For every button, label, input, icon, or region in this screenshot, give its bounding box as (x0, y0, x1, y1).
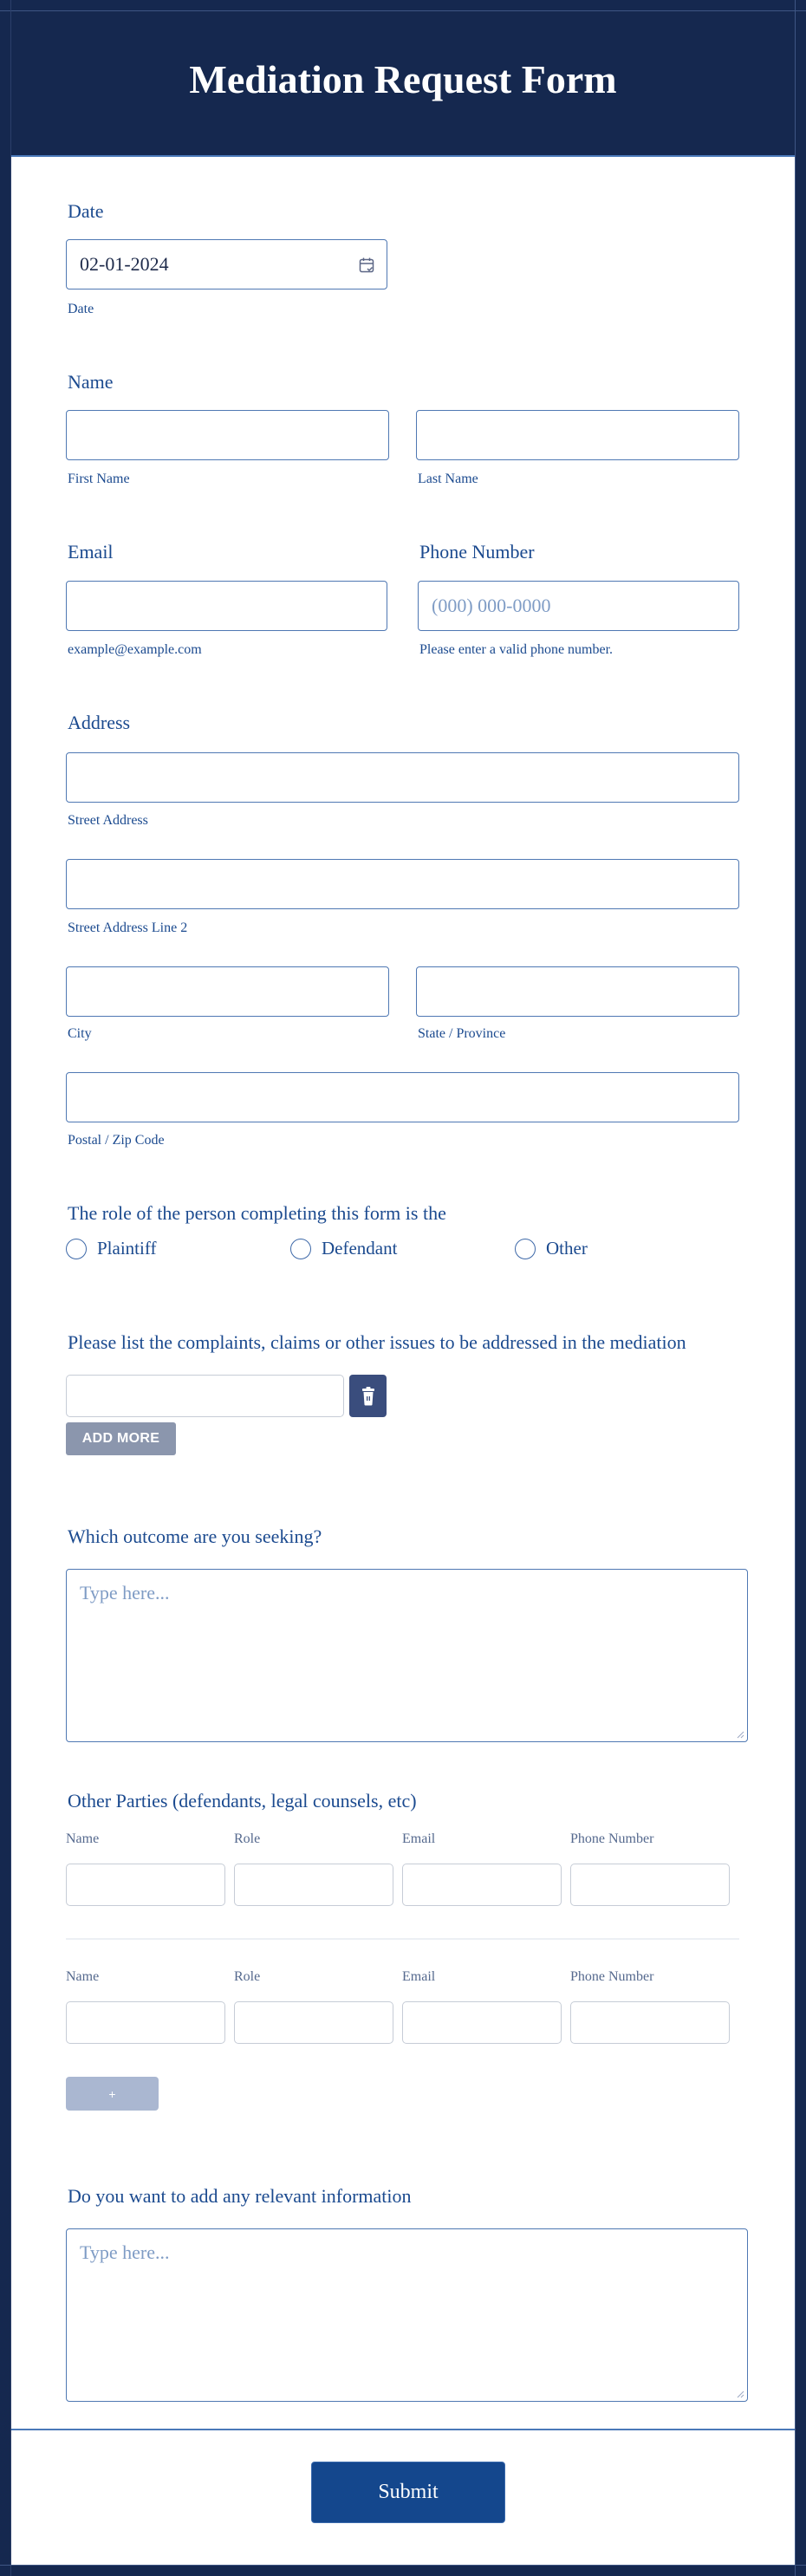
resize-grip-icon[interactable] (736, 2390, 744, 2398)
phone-placeholder: (000) 000-0000 (432, 595, 551, 616)
add-party-row-button[interactable]: + (66, 2077, 159, 2111)
relevant-info-placeholder: Type here... (80, 2241, 170, 2263)
resize-grip-icon[interactable] (736, 1730, 744, 1739)
phone-sublabel: Please enter a valid phone number. (419, 642, 614, 657)
other-parties-label: Other Parties (defendants, legal counsels, etc) (68, 1790, 417, 1812)
form-title: Mediation Request Form (189, 56, 617, 101)
radio-label: Plaintiff (97, 1238, 157, 1259)
postal-code-input[interactable] (66, 1072, 739, 1122)
party-1-role-input[interactable] (234, 1864, 393, 1906)
column-header-phone: Phone Number (570, 1831, 654, 1846)
city-sublabel: City (68, 1026, 92, 1041)
party-2-role-input[interactable] (234, 2001, 393, 2044)
relevant-info-label: Do you want to add any relevant information (68, 2185, 412, 2207)
first-name-input[interactable] (66, 410, 389, 460)
form-card (11, 155, 795, 2565)
radio-button[interactable] (515, 1239, 536, 1259)
column-header-email: Email (402, 1969, 436, 1984)
address-label: Address (68, 712, 131, 733)
row-divider (66, 1938, 739, 1940)
date-value: 02-01-2024 (80, 253, 169, 275)
calendar-check-icon[interactable] (359, 257, 374, 274)
add-more-button[interactable]: ADD MORE (66, 1422, 176, 1455)
name-label: Name (68, 371, 114, 393)
submit-button[interactable]: Submit (311, 2462, 505, 2523)
postal-code-sublabel: Postal / Zip Code (68, 1133, 165, 1148)
street-address-line2-input[interactable] (66, 859, 739, 909)
street-address-line2-sublabel: Street Address Line 2 (68, 920, 188, 935)
radio-button[interactable] (66, 1239, 87, 1259)
column-header-email: Email (402, 1831, 436, 1846)
city-input[interactable] (66, 966, 389, 1017)
outcome-placeholder: Type here... (80, 1582, 170, 1603)
complaint-item-input[interactable] (66, 1375, 344, 1417)
radio-label: Other (546, 1238, 588, 1259)
party-1-email-input[interactable] (402, 1864, 562, 1906)
outcome-textarea[interactable] (66, 1569, 748, 1742)
footer-divider (11, 2429, 795, 2430)
column-header-phone: Phone Number (570, 1969, 654, 1984)
email-label: Email (68, 541, 114, 563)
party-2-name-input[interactable] (66, 2001, 225, 2044)
radio-label: Defendant (322, 1238, 398, 1259)
complaints-label: Please list the complaints, claims or other issues to be addressed in the mediation (68, 1331, 686, 1353)
radio-option-other[interactable] (515, 1238, 588, 1259)
first-name-sublabel: First Name (68, 472, 130, 486)
party-1-phone-input[interactable] (570, 1864, 730, 1906)
frame-line-bottom (0, 2565, 806, 2566)
delete-complaint-button[interactable] (349, 1375, 387, 1417)
frame-line-right (795, 0, 796, 2576)
date-sublabel: Date (68, 302, 94, 316)
date-input[interactable] (66, 239, 387, 289)
phone-label: Phone Number (419, 541, 535, 563)
column-header-role: Role (234, 1969, 261, 1984)
party-2-phone-input[interactable] (570, 2001, 730, 2044)
party-1-name-input[interactable] (66, 1864, 225, 1906)
column-header-role: Role (234, 1831, 261, 1846)
outcome-label: Which outcome are you seeking? (68, 1525, 322, 1547)
street-address-sublabel: Street Address (68, 813, 148, 828)
column-header-name: Name (66, 1969, 100, 1984)
street-address-input[interactable] (66, 752, 739, 803)
relevant-info-textarea[interactable] (66, 2228, 748, 2402)
last-name-sublabel: Last Name (418, 472, 478, 486)
trash-icon (361, 1387, 375, 1406)
role-label: The role of the person completing this form is the (68, 1202, 446, 1224)
radio-option-defendant[interactable] (290, 1238, 397, 1259)
column-header-name: Name (66, 1831, 100, 1846)
date-label: Date (68, 200, 104, 222)
state-sublabel: State / Province (418, 1026, 506, 1041)
form-header (11, 11, 795, 155)
email-input[interactable] (66, 581, 387, 631)
email-sublabel: example@example.com (68, 642, 202, 657)
last-name-input[interactable] (416, 410, 739, 460)
state-input[interactable] (416, 966, 739, 1017)
phone-input[interactable] (418, 581, 739, 631)
radio-button[interactable] (290, 1239, 311, 1259)
radio-option-plaintiff[interactable] (66, 1238, 156, 1259)
party-2-email-input[interactable] (402, 2001, 562, 2044)
